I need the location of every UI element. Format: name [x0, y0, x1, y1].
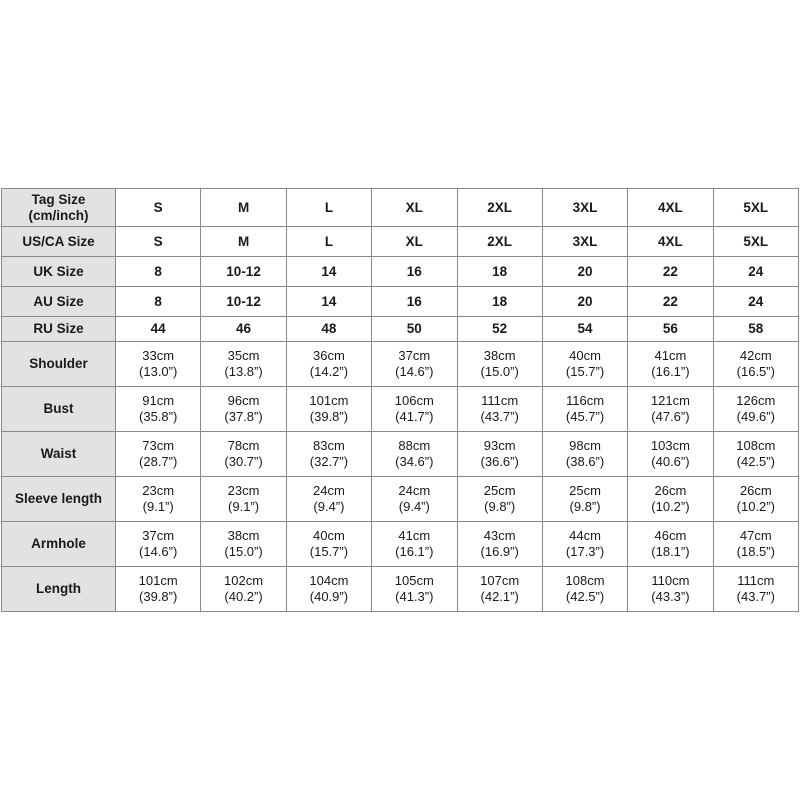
- inch-value: (40.2”): [224, 589, 263, 604]
- cm-value: 38cm: [227, 528, 260, 543]
- cm-value: 41cm: [654, 348, 687, 363]
- measurement-cell: [201, 342, 286, 387]
- cm-value: 36cm: [313, 348, 345, 363]
- size-value: 24: [748, 293, 764, 309]
- cm-value: 106cm: [394, 393, 434, 408]
- size-cell: [201, 257, 286, 287]
- inch-value: (16.5”): [736, 364, 775, 379]
- table-row: [2, 317, 799, 342]
- row-label: [2, 387, 116, 432]
- size-value: 2XL: [487, 233, 513, 249]
- size-value: 44: [150, 321, 166, 336]
- size-cell: [457, 189, 542, 227]
- size-cell: [372, 189, 457, 227]
- measurement-cell: [628, 522, 713, 567]
- inch-value: (13.0”): [139, 364, 178, 379]
- table-row: [2, 567, 799, 612]
- size-value: XL: [405, 233, 423, 249]
- cm-value: 46cm: [654, 528, 687, 543]
- inch-value: (15.7”): [309, 544, 349, 559]
- cm-value: 33cm: [142, 348, 175, 363]
- measurement-cell: [713, 477, 798, 522]
- size-value: 14: [321, 293, 337, 309]
- size-chart-table: [1, 188, 799, 612]
- cm-value: 40cm: [569, 348, 601, 363]
- cm-value: 25cm: [569, 483, 601, 498]
- cm-value: 126cm: [736, 393, 776, 408]
- inch-value: (43.3”): [651, 589, 690, 604]
- measurement-cell: [542, 342, 627, 387]
- size-value: 52: [492, 321, 508, 336]
- size-cell: [116, 317, 201, 342]
- size-cell: [372, 227, 457, 257]
- measurement-cell: [201, 567, 286, 612]
- inch-value: (10.2”): [651, 499, 690, 514]
- size-value: S: [153, 199, 163, 215]
- inch-value: (17.3”): [565, 544, 605, 559]
- measurement-cell: [372, 522, 457, 567]
- size-cell: [628, 257, 713, 287]
- table-row: [2, 387, 799, 432]
- row-label-text: Tag Size: [31, 191, 86, 207]
- table-row: [2, 477, 799, 522]
- row-label-text: RU Size: [33, 321, 84, 336]
- size-cell: [542, 317, 627, 342]
- size-cell: [457, 257, 542, 287]
- table-row: [2, 189, 799, 227]
- size-value: 50: [406, 321, 422, 336]
- cm-value: 116cm: [566, 393, 605, 408]
- cm-value: 25cm: [483, 483, 516, 498]
- row-label: [2, 477, 116, 522]
- size-value: 10-12: [226, 263, 261, 279]
- size-value: 16: [406, 293, 422, 309]
- cm-value: 98cm: [569, 438, 601, 453]
- size-cell: [201, 227, 286, 257]
- measurement-cell: [457, 522, 542, 567]
- inch-value: (37.8”): [224, 409, 263, 424]
- size-cell: [286, 317, 371, 342]
- size-value: 48: [321, 321, 337, 336]
- row-label: [2, 342, 116, 387]
- size-value: M: [237, 233, 250, 249]
- cm-value: 26cm: [654, 483, 687, 498]
- measurement-cell: [372, 567, 457, 612]
- size-cell: [372, 257, 457, 287]
- inch-value: (32.7”): [309, 454, 349, 469]
- measurement-cell: [286, 567, 371, 612]
- size-cell: [116, 189, 201, 227]
- size-cell: [542, 257, 627, 287]
- cm-value: 37cm: [398, 348, 431, 363]
- measurement-cell: [713, 522, 798, 567]
- size-cell: [713, 257, 798, 287]
- table-row: [2, 287, 799, 317]
- inch-value: (14.2”): [309, 364, 349, 379]
- inch-value: (40.9”): [309, 589, 349, 604]
- measurement-cell: [713, 342, 798, 387]
- measurement-cell: [286, 342, 371, 387]
- measurement-cell: [713, 567, 798, 612]
- size-value: 8: [154, 263, 162, 279]
- inch-value: (18.5”): [736, 544, 775, 559]
- size-cell: [201, 189, 286, 227]
- row-label-text: UK Size: [33, 263, 84, 279]
- row-label: [2, 257, 116, 287]
- cm-value: 101cm: [138, 573, 178, 588]
- size-cell: [201, 317, 286, 342]
- cm-value: 93cm: [483, 438, 516, 453]
- size-value: 58: [748, 321, 764, 336]
- size-cell: [713, 317, 798, 342]
- inch-value: (9.4”): [398, 499, 430, 514]
- cm-value: 103cm: [650, 438, 690, 453]
- cm-value: 108cm: [565, 573, 605, 588]
- row-label-text: US/CA Size: [22, 233, 95, 249]
- measurement-cell: [116, 522, 201, 567]
- cm-value: 102cm: [224, 573, 264, 588]
- measurement-cell: [542, 432, 627, 477]
- inch-value: (43.7”): [480, 409, 519, 424]
- measurement-cell: [372, 432, 457, 477]
- inch-value: (36.6”): [480, 454, 519, 469]
- cm-value: 40cm: [313, 528, 345, 543]
- size-value: 18: [492, 293, 508, 309]
- table-row: [2, 432, 799, 477]
- cm-value: 110cm: [651, 573, 690, 588]
- inch-value: (28.7”): [139, 454, 178, 469]
- size-cell: [286, 287, 371, 317]
- cm-value: 111cm: [737, 573, 775, 588]
- cm-value: 37cm: [142, 528, 175, 543]
- cm-value: 105cm: [394, 573, 434, 588]
- inch-value: (45.7”): [565, 409, 605, 424]
- size-value: L: [324, 199, 334, 215]
- measurement-cell: [542, 522, 627, 567]
- cm-value: 108cm: [736, 438, 776, 453]
- row-label: [2, 567, 116, 612]
- inch-value: (15.0”): [480, 364, 519, 379]
- measurement-cell: [116, 342, 201, 387]
- cm-value: 26cm: [739, 483, 772, 498]
- row-label-text: Waist: [40, 446, 77, 461]
- size-cell: [116, 287, 201, 317]
- cm-value: 44cm: [569, 528, 601, 543]
- measurement-cell: [628, 477, 713, 522]
- size-cell: [116, 227, 201, 257]
- measurement-cell: [286, 387, 371, 432]
- measurement-cell: [201, 522, 286, 567]
- size-value: 3XL: [572, 199, 598, 215]
- row-label: [2, 522, 116, 567]
- row-label-text: Bust: [43, 401, 74, 416]
- cm-value: 47cm: [739, 528, 772, 543]
- row-label-text: Sleeve length: [14, 491, 103, 506]
- size-cell: [713, 227, 798, 257]
- measurement-cell: [713, 432, 798, 477]
- size-value: 54: [577, 321, 593, 336]
- measurement-cell: [116, 387, 201, 432]
- inch-value: (38.6”): [565, 454, 605, 469]
- measurement-cell: [628, 567, 713, 612]
- size-cell: [457, 287, 542, 317]
- inch-value: (16.9”): [480, 544, 519, 559]
- size-cell: [372, 317, 457, 342]
- inch-value: (18.1”): [651, 544, 690, 559]
- cm-value: 107cm: [480, 573, 520, 588]
- size-cell: [286, 227, 371, 257]
- row-label: [2, 317, 116, 342]
- cm-value: 43cm: [483, 528, 516, 543]
- size-value: 20: [577, 263, 593, 279]
- size-value: 4XL: [658, 199, 683, 215]
- size-cell: [628, 227, 713, 257]
- inch-value: (14.6”): [395, 364, 434, 379]
- size-value: 18: [492, 263, 508, 279]
- cm-value: 78cm: [227, 438, 260, 453]
- measurement-cell: [457, 387, 542, 432]
- cm-value: 91cm: [142, 393, 175, 408]
- size-value: 22: [662, 293, 678, 309]
- size-value: 5XL: [743, 233, 769, 249]
- row-label-text: AU Size: [33, 293, 84, 309]
- inch-value: (41.3”): [395, 589, 434, 604]
- measurement-cell: [628, 432, 713, 477]
- cm-value: 42cm: [739, 348, 772, 363]
- inch-value: (41.7”): [395, 409, 434, 424]
- size-value: 3XL: [572, 233, 598, 249]
- size-cell: [542, 227, 627, 257]
- size-value: 56: [662, 321, 678, 336]
- cm-value: 104cm: [309, 573, 349, 588]
- measurement-cell: [116, 567, 201, 612]
- inch-value: (40.6”): [651, 454, 690, 469]
- size-value: 14: [321, 263, 337, 279]
- cm-value: 111cm: [481, 393, 519, 408]
- table-row: [2, 522, 799, 567]
- size-cell: [628, 287, 713, 317]
- size-cell: [542, 189, 627, 227]
- measurement-cell: [628, 342, 713, 387]
- measurement-cell: [286, 432, 371, 477]
- row-label: [2, 287, 116, 317]
- inch-value: (16.1”): [651, 364, 690, 379]
- size-cell: [713, 189, 798, 227]
- inch-value: (13.8”): [224, 364, 263, 379]
- size-value: 4XL: [658, 233, 683, 249]
- cm-value: 73cm: [142, 438, 175, 453]
- measurement-cell: [542, 477, 627, 522]
- cm-value: 23cm: [142, 483, 175, 498]
- inch-value: (42.5”): [736, 454, 775, 469]
- cm-value: 24cm: [398, 483, 431, 498]
- inch-value: (43.7”): [736, 589, 775, 604]
- inch-value: (35.8”): [139, 409, 178, 424]
- row-label-text: Armhole: [31, 536, 86, 551]
- measurement-cell: [628, 387, 713, 432]
- row-label-text: (cm/inch): [28, 207, 89, 223]
- inch-value: (15.0”): [224, 544, 263, 559]
- row-label: [2, 227, 116, 257]
- size-cell: [713, 287, 798, 317]
- cm-value: 101cm: [309, 393, 349, 408]
- size-value: 20: [577, 293, 593, 309]
- table-row: [2, 342, 799, 387]
- row-label-text: Shoulder: [29, 356, 88, 371]
- row-label: [2, 189, 116, 227]
- row-label-text: Length: [36, 581, 81, 596]
- measurement-cell: [457, 432, 542, 477]
- measurement-cell: [457, 477, 542, 522]
- measurement-cell: [201, 432, 286, 477]
- size-value: 10-12: [226, 293, 261, 309]
- size-value: 22: [662, 263, 678, 279]
- size-value: 2XL: [487, 199, 513, 215]
- measurement-cell: [372, 477, 457, 522]
- measurement-cell: [372, 342, 457, 387]
- inch-value: (16.1”): [395, 544, 434, 559]
- size-cell: [628, 317, 713, 342]
- inch-value: (39.8”): [139, 589, 178, 604]
- size-cell: [542, 287, 627, 317]
- inch-value: (49.6”): [736, 409, 775, 424]
- cm-value: 24cm: [313, 483, 345, 498]
- inch-value: (10.2”): [736, 499, 775, 514]
- inch-value: (9.8”): [484, 499, 516, 514]
- size-value: 46: [236, 321, 252, 336]
- size-value: 16: [406, 263, 422, 279]
- cm-value: 88cm: [398, 438, 431, 453]
- inch-value: (9.8”): [569, 499, 601, 514]
- size-cell: [457, 227, 542, 257]
- inch-value: (15.7”): [565, 364, 605, 379]
- table-row: [2, 257, 799, 287]
- measurement-cell: [286, 477, 371, 522]
- inch-value: (14.6”): [139, 544, 178, 559]
- cm-value: 35cm: [227, 348, 260, 363]
- measurement-cell: [542, 387, 627, 432]
- size-value: L: [324, 233, 334, 249]
- cm-value: 96cm: [227, 393, 260, 408]
- measurement-cell: [201, 387, 286, 432]
- inch-value: (30.7”): [224, 454, 263, 469]
- measurement-cell: [372, 387, 457, 432]
- cm-value: 38cm: [483, 348, 516, 363]
- inch-value: (47.6”): [651, 409, 690, 424]
- inch-value: (42.1”): [480, 589, 519, 604]
- size-cell: [457, 317, 542, 342]
- measurement-cell: [116, 477, 201, 522]
- cm-value: 41cm: [398, 528, 431, 543]
- inch-value: (42.5”): [565, 589, 605, 604]
- size-value: 5XL: [743, 199, 769, 215]
- size-cell: [372, 287, 457, 317]
- size-cell: [201, 287, 286, 317]
- size-value: M: [237, 199, 250, 215]
- size-value: 8: [154, 293, 162, 309]
- size-cell: [628, 189, 713, 227]
- size-value: XL: [405, 199, 423, 215]
- inch-value: (34.6”): [395, 454, 434, 469]
- measurement-cell: [713, 387, 798, 432]
- measurement-cell: [457, 342, 542, 387]
- measurement-cell: [286, 522, 371, 567]
- row-label: [2, 432, 116, 477]
- inch-value: (9.1”): [228, 499, 260, 514]
- cm-value: 23cm: [227, 483, 260, 498]
- measurement-cell: [116, 432, 201, 477]
- measurement-cell: [201, 477, 286, 522]
- measurement-cell: [457, 567, 542, 612]
- size-value: 24: [748, 263, 764, 279]
- size-cell: [286, 189, 371, 227]
- size-value: S: [153, 233, 163, 249]
- inch-value: (9.4”): [313, 499, 345, 514]
- cm-value: 121cm: [650, 393, 690, 408]
- inch-value: (9.1”): [142, 499, 174, 514]
- measurement-cell: [542, 567, 627, 612]
- table-row: [2, 227, 799, 257]
- cm-value: 83cm: [313, 438, 345, 453]
- inch-value: (39.8”): [309, 409, 349, 424]
- size-cell: [116, 257, 201, 287]
- size-cell: [286, 257, 371, 287]
